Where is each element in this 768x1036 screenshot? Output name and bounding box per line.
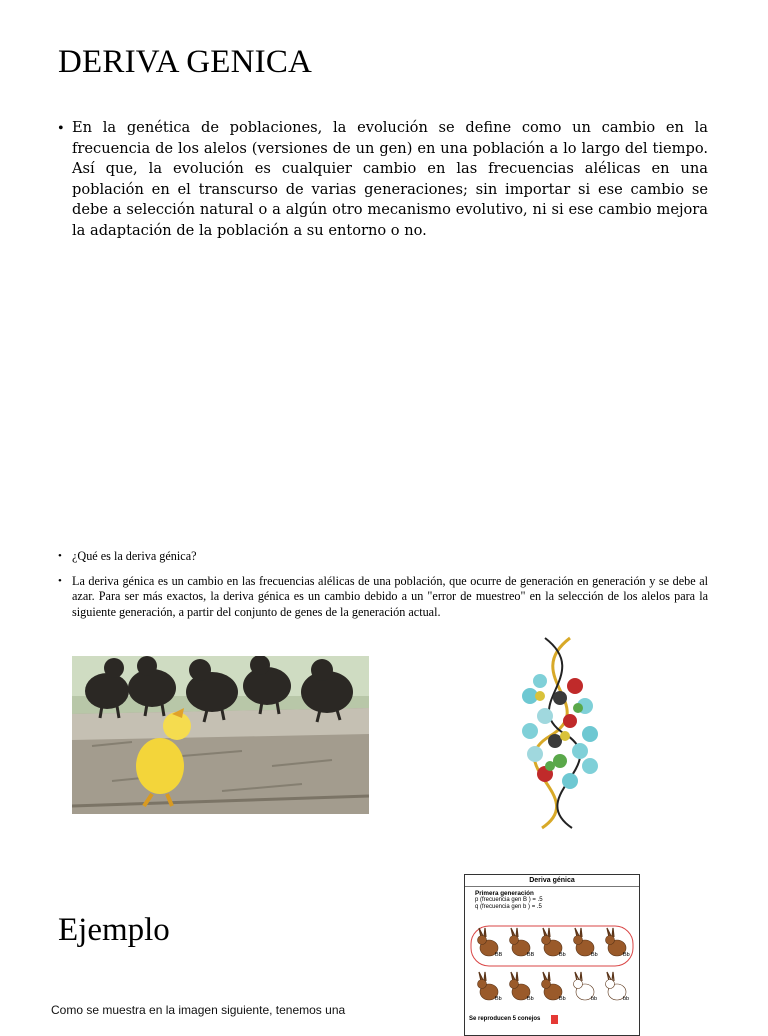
rabbit-genotype-label: bb (623, 996, 630, 1002)
answer-text: La deriva génica es un cambio en las frecuencias alélicas de una población, que ocurre de generación en generación y se debe al azar. Para ser más exactos, la deriva génica es un cambio debido a un "error de muestreo" en la selección de los alelos para la siguiente generación, a partir del conjunto de genes de la generación actual. (72, 574, 708, 619)
intro-text: En la genética de poblaciones, la evolución se define como un cambio en la frecuencia de los alelos (versiones de un gen) en una población a lo largo del tiempo. Así que, la evolución es cualquier cambio en las frecuencias alélicas en una población en el transcurso de varias generaciones; sin importar si ese cambio se debe a selección natural o a algún otro mecanismo evolutivo, ni si ese cambio mejora la adaptación de la población a su entorno o no. (72, 119, 708, 239)
rabbit (574, 972, 598, 1002)
rabbit (574, 928, 598, 958)
genetic-drift-figure (464, 874, 640, 1036)
rabbit (478, 972, 502, 1002)
marker-square (551, 1015, 558, 1024)
figure-generation: Primera generación (475, 890, 534, 897)
figure-freq-p: p (frecuencia gen B ) = .5 (475, 897, 543, 903)
example-heading: Ejemplo (58, 912, 170, 948)
example-caption: Como se muestra en la imagen siguiente, tenemos una (51, 1003, 346, 1017)
rabbit (542, 972, 566, 1002)
question-text: ¿Qué es la deriva génica? (72, 549, 197, 563)
ducklings-illustration (72, 656, 369, 814)
rabbit (606, 972, 630, 1002)
rabbit (510, 972, 534, 1002)
dna-helix-image (500, 636, 620, 831)
rabbit-genotype-label: Bb (623, 952, 630, 958)
answer-bullet (58, 574, 708, 620)
figure-title: Deriva génica (465, 875, 639, 887)
rabbit-genotype-label: BB (527, 952, 535, 958)
question-bullet (58, 549, 708, 564)
rabbit (478, 928, 503, 958)
figure-reproduce: Se reproducen 5 conejos (469, 1016, 541, 1022)
rabbit (542, 928, 566, 958)
rabbit (606, 928, 630, 958)
rabbit-genotype-label: Bb (591, 952, 598, 958)
bullet-dot: • (58, 120, 64, 137)
intro-bullet (58, 118, 708, 241)
rabbits-illustration (465, 922, 639, 1022)
dna-helix-illustration (500, 636, 620, 831)
rabbit-genotype-label: Bb (559, 996, 566, 1002)
rabbit-genotype-label: BB (495, 952, 503, 958)
bullet-dot: • (58, 575, 62, 587)
bullet-dot: • (58, 550, 62, 562)
rabbit (510, 928, 535, 958)
rabbit-genotype-label: Bb (559, 952, 566, 958)
page-title: DERIVA GENICA (58, 44, 313, 80)
figure-freq-q: q (frecuencia gen b ) = .5 (475, 904, 542, 910)
ducklings-photo (72, 656, 369, 814)
rabbit-genotype-label: bb (591, 996, 598, 1002)
rabbit-genotype-label: Bb (495, 996, 502, 1002)
rabbit-genotype-label: Bb (527, 996, 534, 1002)
